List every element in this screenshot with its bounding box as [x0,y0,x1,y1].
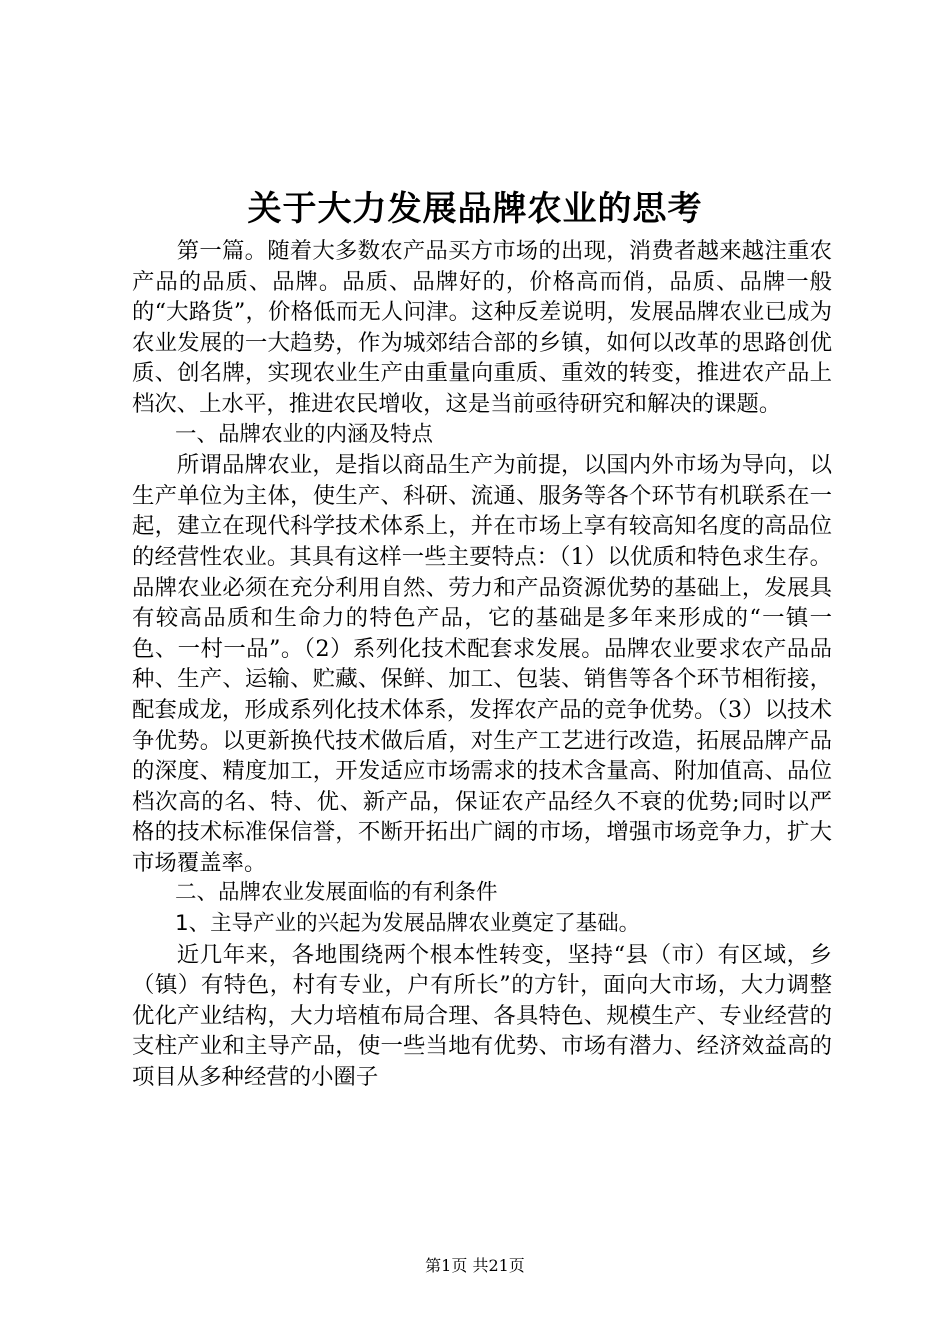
page-number-footer: 第1页 共21页 [425,1256,525,1275]
paragraph-intro: 第一篇。随着大多数农产品买方市场的出现，消费者越来越注重农产品的品质、品牌。品质、品牌好的，价格高而俏，品质、品牌一般的“大路货”，价格低而无人问津。这种反差说明，发展品牌农业已成为农业发展的一大趋势，作为城郊结合部的乡镇，如何以改革的思路创优质、创名牌，实现农业生产由重量向重质、重效的转变，推进农产品上档次、上水平，推进农民增收，这是当前亟待研究和解决的课题。 [132,238,832,417]
document-body [132,236,832,1093]
section-heading-2: 二、品牌农业发展面临的有利条件 [175,880,498,906]
subsection-heading-1: 1、主导产业的兴起为发展品牌农业奠定了基础。 [175,911,641,937]
paragraph-industry: 近几年来，各地围绕两个根本性转变，坚持“县（市）有区域，乡（镇）有特色，村有专业，户有所长”的方针，面向大市场，大力调整优化产业结构，大力培植布局合理、各具特色、规模生产、专业经营的支柱产业和主导产品，使一些当地有优势、市场有潜力、经济效益高的项目从多种经营的小圈子 [132,941,832,1091]
paragraph-definition: 所谓品牌农业，是指以商品生产为前提，以国内外市场为导向，以生产单位为主体，使生产、科研、流通、服务等各个环节有机联系在一起，建立在现代科学技术体系上，并在市场上享有较高知名度的高品位的经营性农业。其具有这样一些主要特点：（1）以优质和特色求生存。品牌农业必须在充分利用自然、劳力和产品资源优势的基础上，发展具有较高品质和生命力的特色产品，它的基础是多年来形成的“一镇一色、一村一品”。（2）系列化技术配套求发展。品牌农业要求农产品品种、生产、运输、贮藏、保鲜、加工、包装、销售等各个环节相衔接，配套成龙，形成系列化技术体系，发挥农产品的竞争优势。（3）以技术争优势。以更新换代技术做后盾，对生产工艺进行改造，拓展品牌产品的深度、精度加工，开发适应市场需求的技术含量高、附加值高、品位档次高的名、特、优、新产品，保证农产品经久不衰的优势;同时以严格的技术标准保信誉，不断开拓出广阔的市场，增强市场竞争力，扩大市场覆盖率。 [132,452,832,876]
section-heading-1: 一、品牌农业的内涵及特点 [175,421,434,447]
document-title: 关于大力发展品牌农业的思考 [247,189,703,229]
